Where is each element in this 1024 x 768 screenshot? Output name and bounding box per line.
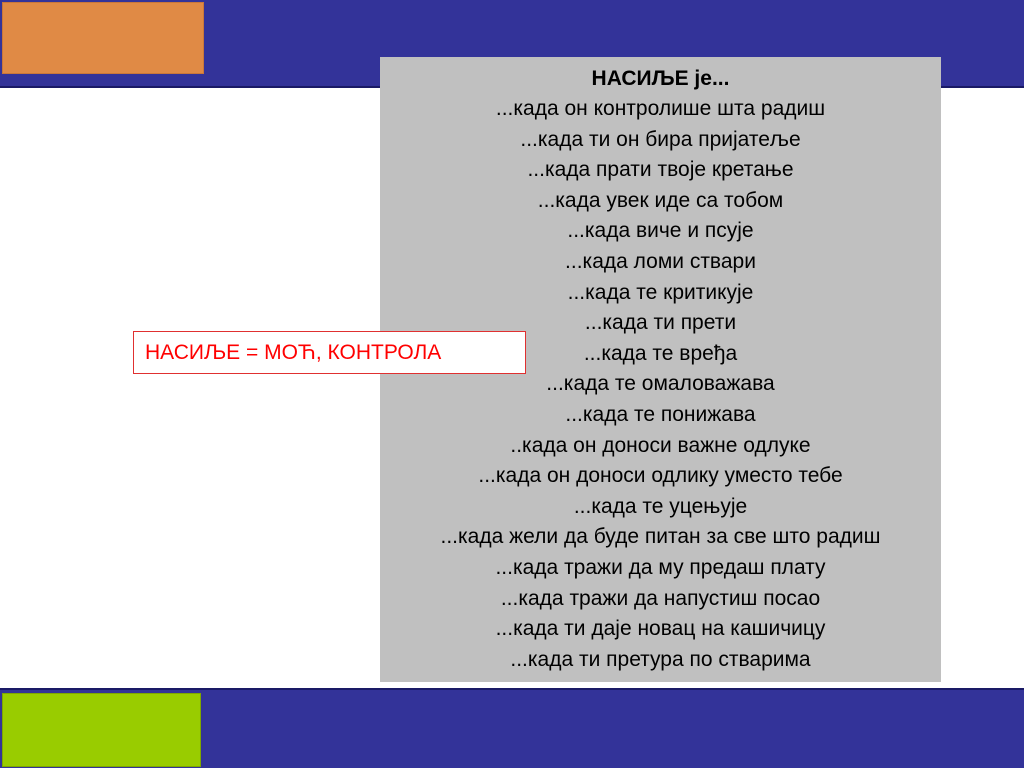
list-item: ..када он доноси важне одлуке (510, 433, 811, 457)
violence-list (380, 94, 941, 675)
top-accent-block (2, 2, 204, 74)
list-item: ...када тражи да напустиш посао (500, 586, 821, 610)
bottom-accent-block (2, 693, 201, 767)
list-item: ...када прати твоје кретање (527, 158, 794, 182)
list-item: ...када жели да буде питан за све што радиш (440, 525, 881, 549)
box-title: НАСИЉЕ је... (591, 67, 730, 90)
list-item: ...када те понижава (565, 402, 756, 426)
list-item: ...када ти он бира пријатеље (520, 127, 801, 151)
list-item: ...када тражи да му предаш плату (495, 555, 826, 579)
list-item: ...када те уцењује (573, 494, 748, 518)
list-item: ...када те критикује (567, 280, 754, 304)
power-control-callout: НАСИЉЕ = МОЋ, КОНТРОЛА (133, 331, 526, 374)
list-item: ...када ти претура по стварима (510, 647, 811, 671)
list-item: ...када ти прети (584, 311, 737, 335)
list-item: ...када ти даје новац на кашичицу (495, 617, 826, 641)
list-item: ...када виче и псује (567, 219, 754, 243)
list-item: ...када те омаловажава (546, 372, 775, 396)
list-item: ...када увек иде са тобом (537, 188, 784, 212)
list-item: ...када ломи ствари (565, 249, 756, 273)
list-item: ...када он контролише шта радиш (495, 97, 826, 120)
list-item: ...када те вређа (583, 341, 738, 365)
list-item: ...када он доноси одлику уместо тебе (478, 464, 843, 488)
